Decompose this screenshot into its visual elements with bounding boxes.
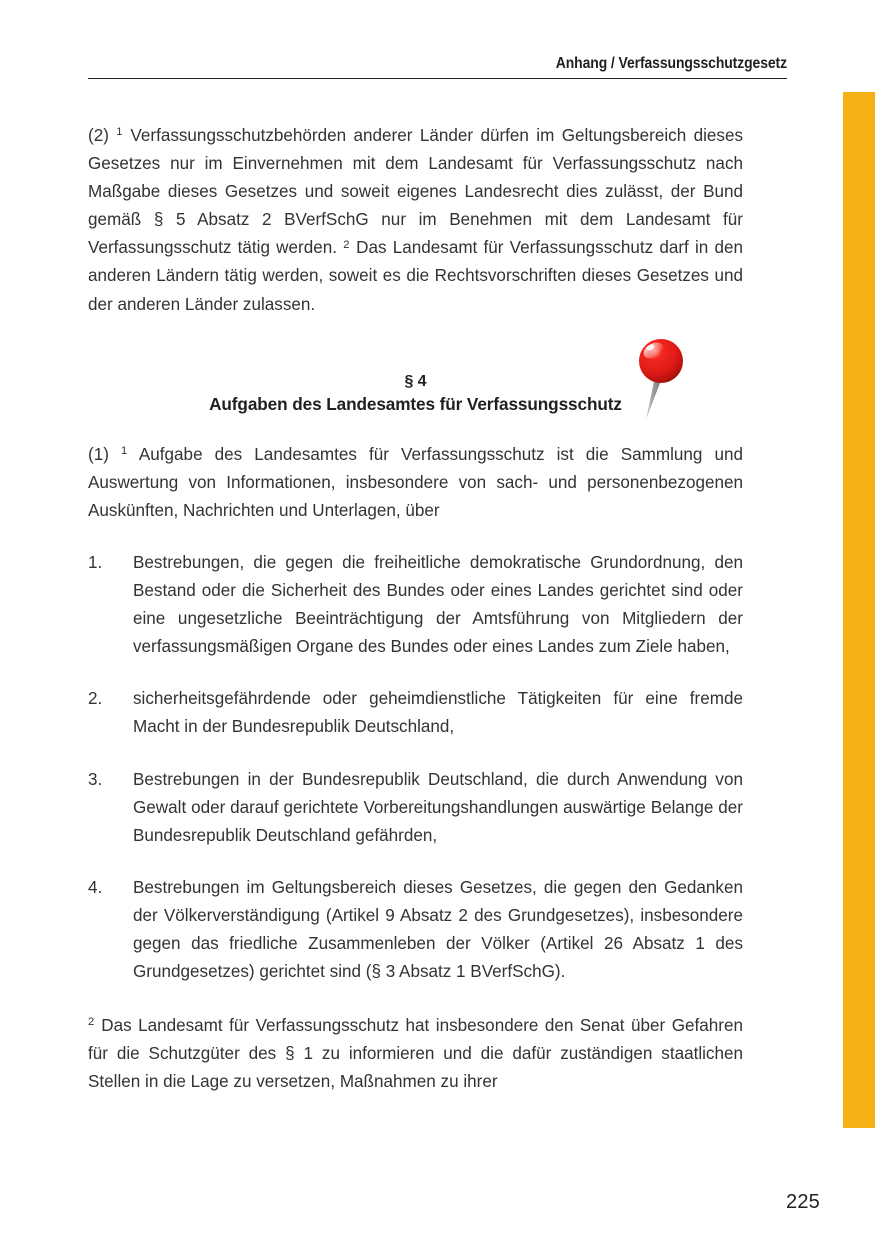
list-item — [88, 685, 743, 741]
list-item-marker: 3. — [88, 769, 103, 789]
running-header-title: Anhang / Verfassungsschutzgesetz — [555, 55, 787, 72]
list-item-marker: 1. — [88, 552, 103, 572]
enumerated-list — [88, 549, 743, 986]
spacer — [88, 319, 743, 373]
paragraph-2-sentence-1: Verfassungsschutzbehörden anderer Länder dürfen im Geltungsbereich dieses Gesetzes nur im Einvernehmen mit dem Landesamt für Verfassungsschutz nach Maßgabe dieses Gesetzes und soweit eigenes Landesrecht dies zulässt, der Bund gemäß § 5 Absatz 2 BVerfSchG nur im Benehmen mit dem Landesamt für Verfassungsschutz tätig werden. — [88, 126, 743, 258]
list-item-marker: 4. — [88, 877, 103, 897]
sentence-marker-2: 2 — [88, 1016, 95, 1029]
spacer — [88, 525, 743, 549]
text-column — [88, 122, 743, 1096]
list-item — [88, 766, 743, 850]
list-item-text: Bestrebungen im Geltungsbereich dieses Gesetzes, die gegen den Gedanken der Völkerverständigung (Artikel 9 Absatz 2 des Grundgesetzes), insbesondere gegen das friedliche Zusammenleben der Völker (Artikel 26 Absatz 1 des Grundgesetzes) gerichtet sind (§ 3 Absatz 1 BVerfSchG). — [133, 877, 743, 982]
list-item-text: Bestrebungen, die gegen die freiheitliche demokratische Grundordnung, den Bestand oder die Sicherheit des Bundes oder eines Landes gerichtet sind oder eine ungesetzliche Beeinträchtigung der Amtsführung von Mitgliedern der verfassungsmäßigen Organe des Bundes oder eines Landes zum Ziele haben, — [133, 552, 743, 657]
paragraph-absatz-1 — [88, 441, 743, 525]
paragraph-1-label: (1) — [88, 444, 109, 464]
header-rule — [88, 78, 787, 79]
list-item — [88, 549, 743, 661]
paragraph-2-sentence-2: Das Landesamt für Verfassungsschutz darf in den anderen Ländern tätig werden, soweit es die Rechtsvorschriften dieses Gesetzes und der anderen Länder zulassen. — [88, 238, 743, 314]
paragraph-1-sentence-1: Aufgabe des Landesamtes für Verfassungsschutz ist die Sammlung und Auswertung von Informationen, insbesondere von sach- und personenbezogenen Auskünften, Nachrichten und Unterlagen, über — [88, 444, 744, 520]
list-item-marker: 2. — [88, 689, 103, 709]
spacer — [88, 986, 743, 1012]
list-item-text: Bestrebungen in der Bundesrepublik Deutschland, die durch Anwendung von Gewalt oder darauf gerichtete Vorbereitungshandlungen auswärtige Belange der Bundesrepublik Deutschland gefährden, — [133, 769, 743, 845]
section-number: § 4 — [404, 372, 427, 390]
section-heading — [88, 373, 743, 415]
sentence-marker-1: 1 — [116, 126, 123, 139]
list-item — [88, 874, 743, 986]
paragraph-absatz-1-continued — [88, 1012, 743, 1096]
sentence-marker-2: 2 — [343, 238, 350, 251]
spacer — [88, 415, 743, 441]
list-item-text: sicherheitsgefährdende oder geheimdienstliche Tätigkeiten für eine fremde Macht in der Bundesrepublik Deutschland, — [133, 689, 743, 737]
paragraph-1-sentence-2: Das Landesamt für Verfassungsschutz hat insbesondere den Senat über Gefahren für die Schutzgüter des § 1 zu informieren und die dafür zuständigen staatlichen Stellen in die Lage zu versetzen, Maßnahmen zu ihrer — [88, 1016, 744, 1092]
page-header — [88, 55, 787, 79]
paragraph-absatz-2 — [88, 122, 743, 319]
chapter-edge-tab — [843, 92, 875, 1128]
section-title: Aufgaben des Landesamtes für Verfassungsschutz — [209, 393, 622, 414]
sentence-marker-1: 1 — [121, 444, 128, 457]
paragraph-2-label: (2) — [88, 126, 109, 145]
page-number: 225 — [786, 1191, 820, 1213]
